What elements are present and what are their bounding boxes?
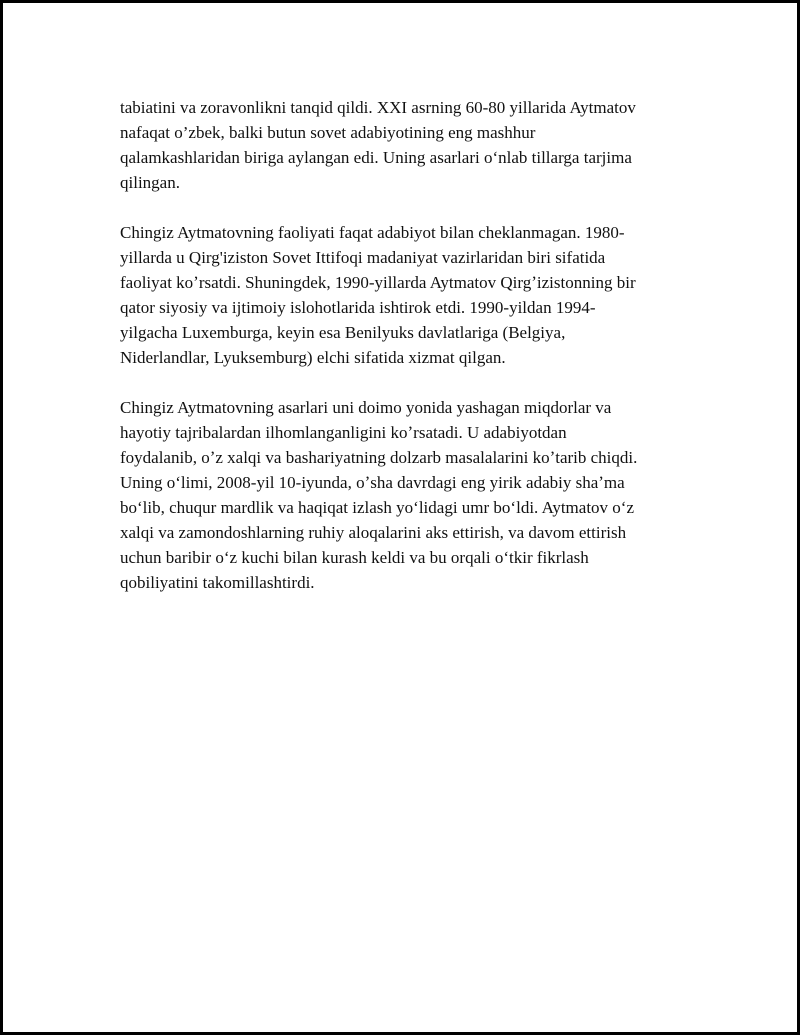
paragraph-2: Chingiz Aytmatovning faoliyati faqat adabiyot bilan cheklanmagan. 1980- yillarda u Qirg'iziston Sovet Ittifoqi madaniyat vazirlaridan biri sifatida faoliyat koʼrsatdi. Shuningdek, 1990-yillarda Aytmatov Qirgʼizistonning bir qator siyosiy va ijtimoiy islohotlarida ishtirok etdi. 1990-yildan 1994- yilgacha Luxemburga, keyin esa Benilyuks davlatlariga (Belgiya, Niderlandlar, Lyuksemburg) elchi sifatida xizmat qilgan. <box>120 223 636 367</box>
document-body <box>120 95 680 620</box>
paragraph-3: Chingiz Aytmatovning asarlari uni doimo yonida yashagan miqdorlar va hayotiy tajribalardan ilhomlanganligini koʼrsatadi. U adabiyotdan foydalanib, oʼz xalqi va bashariyatning dolzarb masalalarini koʼtarib chiqdi. Uning oʻlimi, 2008-yil 10-iyunda, oʼsha davrdagi eng yirik adabiy shaʼma boʻlib, chuqur mardlik va haqiqat izlash yoʻlidagi umr boʻldi. Aytmatov oʻz xalqi va zamondoshlarning ruhiy aloqalarini aks ettirish, va davom ettirish uchun baribir oʻz kuchi bilan kurash keldi va bu orqali oʻtkir fikrlash qobiliyatini takomillashtirdi. <box>120 398 638 592</box>
paragraph-1: tabiatini va zoravonlikni tanqid qildi. XXI asrning 60-80 yillarida Aytmatov nafaqat o’zbek, balki butun sovet adabiyotining eng mashhur qalamkashlaridan biriga aylangan edi. Uning asarlari oʻnlab tillarga tarjima qilingan. <box>120 98 636 192</box>
